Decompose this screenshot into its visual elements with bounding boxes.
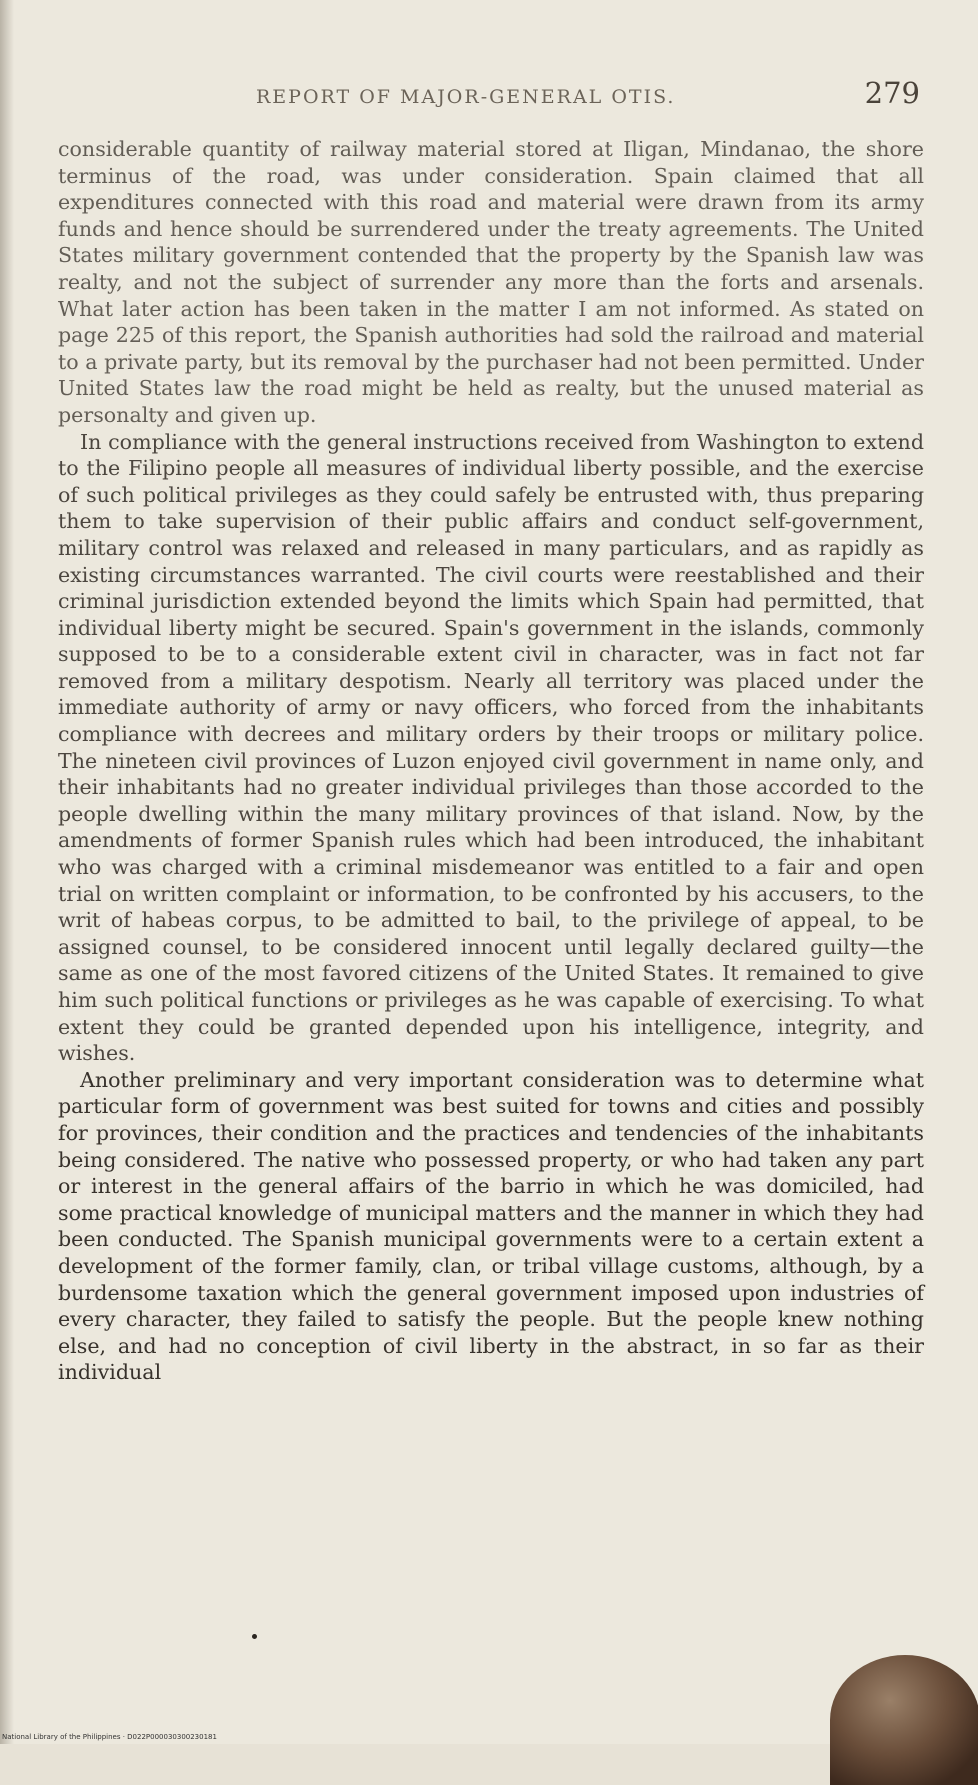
paragraph-municipal-government: Another preliminary and very important consideration was to determine what particular form of government was best suited for towns and cities and possibly for provinces, their condition and the practices and tendencies of the inhabitants being considered. The native who possessed property, or who had taken any part or interest in the general affairs of the barrio in which he was domiciled, had some practical knowledge of municipal matters and the manner in which they had been conducted. The Spanish municipal governments were to a certain extent a development of the former family, clan, or tribal village customs, although, by a burdensome taxation which the general government imposed upon industries of every character, they failed to satisfy the people. But the people knew nothing else, and had no conception of civil liberty in the abstract, in so far as their individual (58, 1067, 924, 1385)
page-number: 279 (864, 76, 920, 110)
paragraph-railway-material: considerable quantity of railway material stored at Iligan, Mindanao, the shore terminus of the road, was under consideration. Spain claimed that all expenditures connected with this road and material were drawn from its army funds and hence should be surrendered under the treaty agreements. The United States military government contended that the property by the Spanish law was realty, and not the subject of surrender any more than the forts and arsenals. What later action has been taken in the matter I am not informed. As stated on page 225 of this report, the Spanish authorities had sold the railroad and material to a private party, but its removal by the purchaser had not been permitted. Under United States law the road might be held as realty, but the unused material as personalty and given up. (58, 137, 924, 427)
body-text (58, 136, 924, 1386)
page-header (60, 76, 920, 116)
scanner-thumb-shadow (830, 1655, 978, 1785)
scan-credit: National Library of the Philippines · D022P000030300230181 (2, 1733, 217, 1741)
ink-speck (252, 1634, 257, 1639)
paragraph-civil-liberty: In compliance with the general instructions received from Washington to extend to the Filipino people all measures of individual liberty possible, and the exercise of such political privileges as they could safely be entrusted with, thus preparing them to take supervision of their public affairs and conduct self-government, military control was relaxed and released in many particulars, and as rapidly as existing circumstances warranted. The civil courts were reestablished and their criminal jurisdiction extended beyond the limits which Spain had permitted, that individual liberty might be secured. Spain's government in the islands, commonly supposed to be to a considerable extent civil in character, was in fact not far removed from a military despotism. Nearly all territory was placed under the immediate authority of army or navy officers, who forced from the inhabitants compliance with decrees and military orders by their troops or military police. The nineteen civil provinces of Luzon enjoyed civil government in name only, and their inhabitants had no greater individual privileges than those accorded to the people dwelling within the many military provinces of that island. Now, by the amendments of former Spanish rules which had been introduced, the inhabitant who was charged with a criminal misdemeanor was entitled to a fair and open trial on written complaint or information, to be confronted by his accusers, to the writ of habeas corpus, to be admitted to bail, to the privilege of appeal, to be assigned counsel, to be considered innocent until legally declared guilty—the same as one of the most favored citizens of the United States. It remained to give him such political functions or privileges as he was capable of exercising. To what extent they could be granted depended upon his intelligence, integrity, and wishes. (58, 429, 924, 1066)
running-title: REPORT OF MAJOR-GENERAL OTIS. (256, 86, 676, 108)
page-gutter-shadow (0, 0, 14, 1744)
